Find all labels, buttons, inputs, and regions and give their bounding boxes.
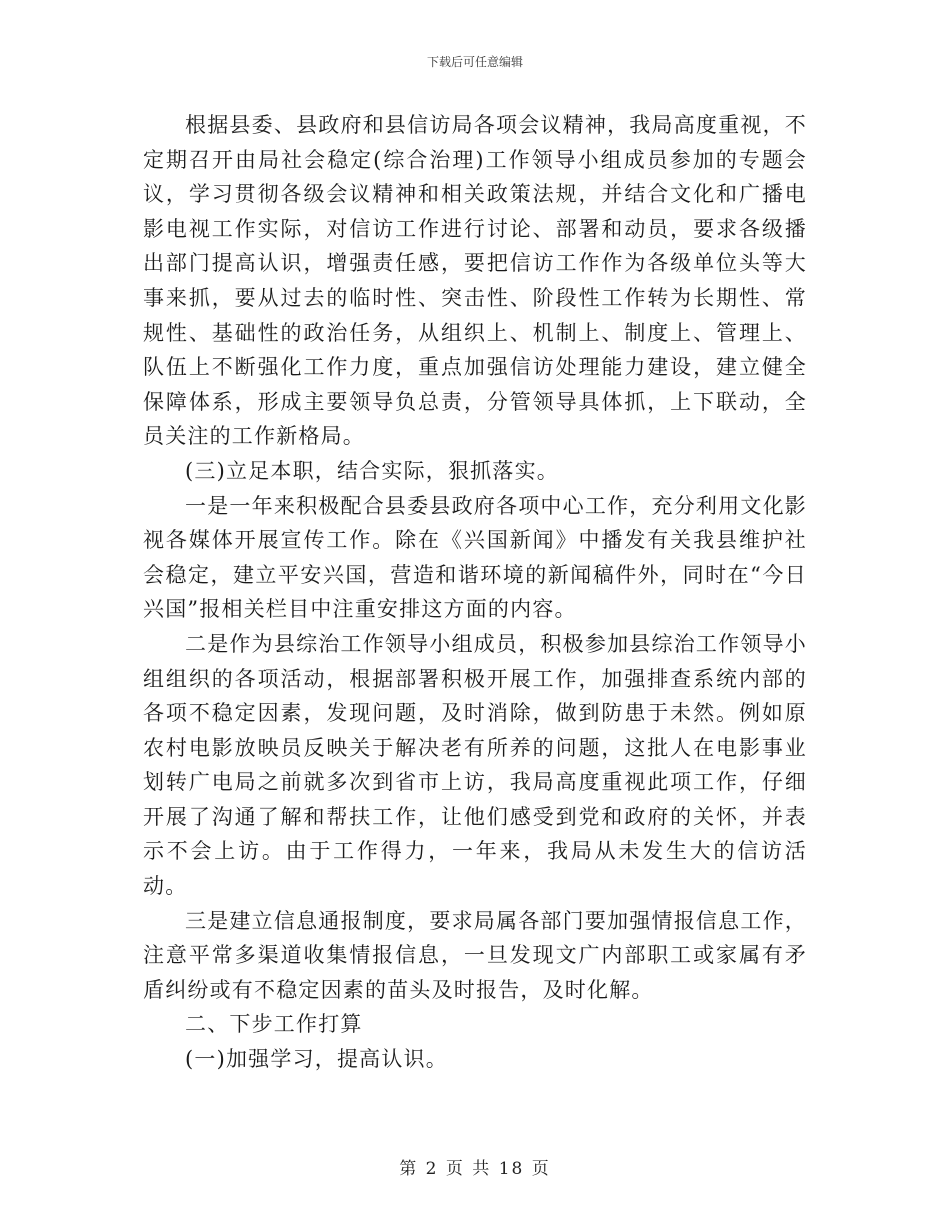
page-number: 第 2 页 共 18 页: [399, 1159, 551, 1179]
paragraph-point-two: 二是作为县综治工作领导小组成员，积极参加县综治工作领导小组组织的各项活动，根据部署积极开展工作，加强排查系统内部的各项不稳定因素，发现问题，及时消除，做到防患于未然。例如原农村电影放映员反映关于解决老有所养的问题，这批人在电影事业划转广电局之前就多次到省市上访，我局高度重视此项工作，仔细开展了沟通了解和帮扶工作，让他们感受到党和政府的关怀，并表示不会上访。由于工作得力，一年来，我局从未发生大的信访活动。: [143, 631, 807, 899]
paragraph-point-three: 三是建立信息通报制度，要求局属各部门要加强情报信息工作，注意平常多渠道收集情报信息，一旦发现文广内部职工或家属有矛盾纠纷或有不稳定因素的苗头及时报告，及时化解。: [143, 908, 807, 1002]
paragraph-point-one: 一是一年来积极配合县委县政府各项中心工作，充分利用文化影视各媒体开展宣传工作。除在《兴国新闻》中播发有关我县维护社会稳定，建立平安兴国，营造和谐环境的新闻稿件外，同时在“今日兴国”报相关栏目中注重安排这方面的内容。: [143, 493, 807, 622]
section-heading-next-plan: 二、下步工作打算: [185, 1012, 363, 1037]
document-body: [143, 108, 807, 1077]
section-heading-1: (一)加强学习，提高认识。: [185, 1047, 448, 1072]
paragraph-meeting-spirit: 根据县委、县政府和县信访局各项会议精神，我局高度重视，不定期召开由局社会稳定(综合治理)工作领导小组成员参加的专题会议，学习贯彻各级会议精神和相关政策法规，并结合文化和广播电影电视工作实际，对信访工作进行讨论、部署和动员，要求各级播出部门提高认识，增强责任感，要把信访工作作为各级单位头等大事来抓，要从过去的临时性、突击性、阶段性工作转为长期性、常规性、基础性的政治任务，从组织上、机制上、制度上、管理上、队伍上不断强化工作力度，重点加强信访处理能力建设，建立健全保障体系，形成主要领导负总责，分管领导具体抓，上下联动，全员关注的工作新格局。: [143, 113, 807, 449]
section-heading-3: (三)立足本职，结合实际，狠抓落实。: [185, 458, 559, 483]
page-header-note: 下载后可任意编辑: [426, 55, 523, 69]
